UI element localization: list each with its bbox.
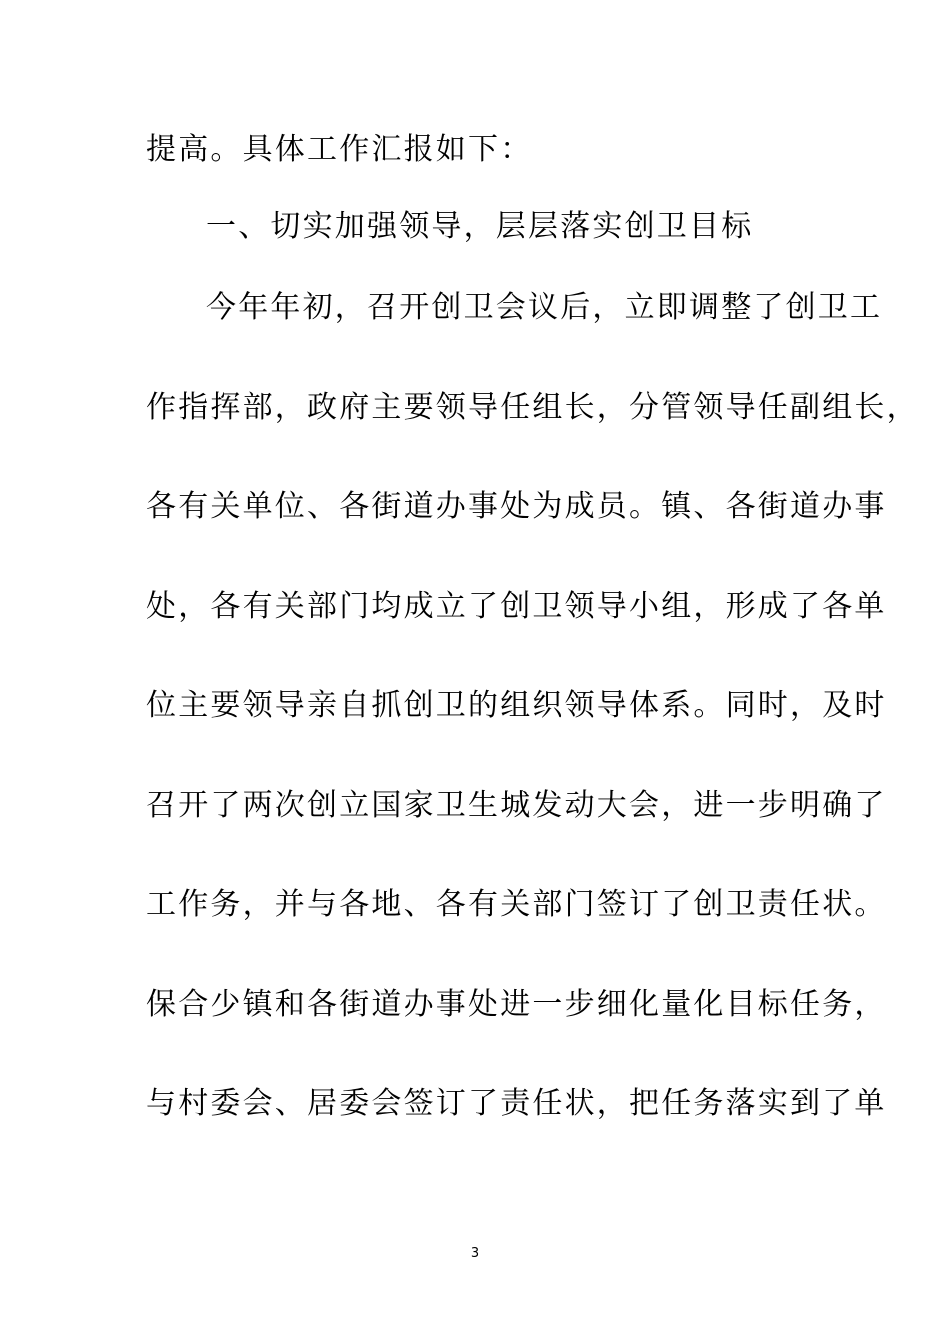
text-line: 保合少镇和各街道办事处进一步细化量化目标任务， <box>146 987 887 1022</box>
text-line: 召开了两次创立国家卫生城发动大会，进一步明确了 <box>146 788 887 823</box>
text-line: 工作务，并与各地、各有关部门签订了创卫责任状。 <box>146 887 887 922</box>
text-line: 位主要领导亲自抓创卫的组织领导体系。同时，及时 <box>146 688 887 723</box>
text-line: 与村委会、居委会签订了责任状，把任务落实到了单 <box>146 1086 887 1121</box>
text-line: 处，各有关部门均成立了创卫领导小组，形成了各单 <box>146 589 887 624</box>
text-line: 今年年初，召开创卫会议后，立即调整了创卫工 <box>206 290 883 325</box>
text-line: 作指挥部，政府主要领导任组长，分管领导任副组长， <box>146 390 919 425</box>
text-line: 提高。具体工作汇报如下： <box>146 132 533 167</box>
page-number: 3 <box>470 1246 480 1261</box>
section-heading: 一、切实加强领导，层层落实创卫目标 <box>206 209 754 244</box>
text-line: 各有关单位、各街道办事处为成员。镇、各街道办事 <box>146 489 887 524</box>
